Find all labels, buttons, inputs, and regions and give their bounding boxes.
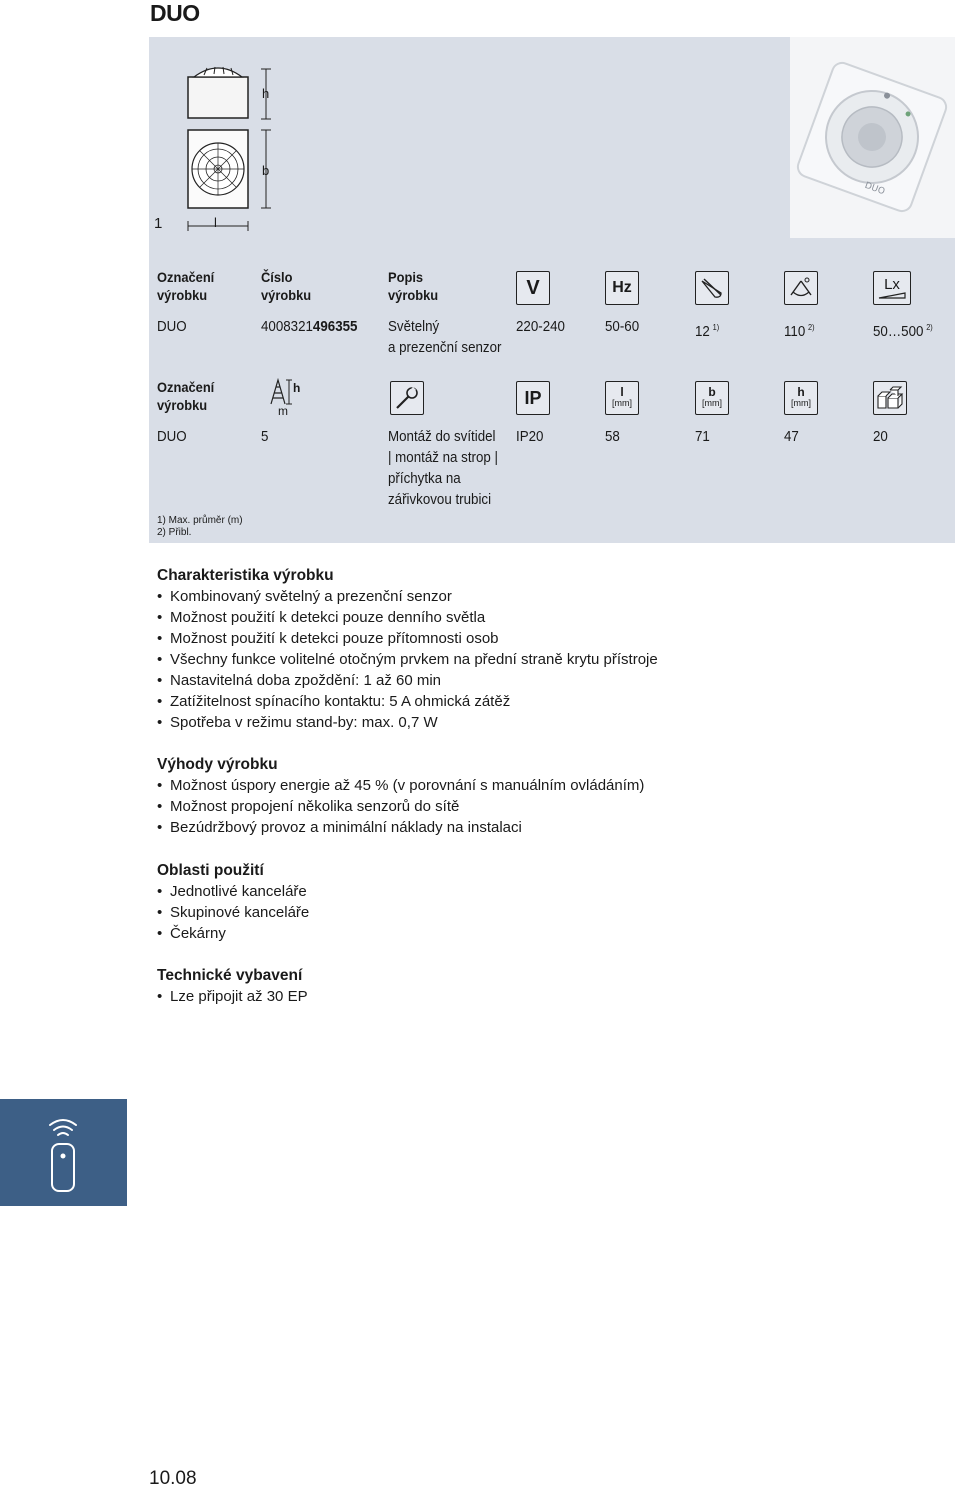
t2-designation-value: DUO <box>157 429 187 445</box>
t2-pack-value: 20 <box>873 429 888 445</box>
figure-number: 1 <box>154 215 163 232</box>
package-icon <box>873 381 907 415</box>
t2-mount-height-value: 5 <box>261 429 269 445</box>
footnotes: 1) Max. průměr (m) 2) Přibl. <box>157 515 243 538</box>
t2-designation-header: Označení výrobku <box>157 379 215 413</box>
mounting-height-icon: h m <box>268 378 308 418</box>
voltage-icon: V <box>516 271 550 305</box>
t1-number-value: 4008321496355 <box>261 319 358 335</box>
svg-text:DUO: DUO <box>863 180 887 198</box>
list-item: • Čekárny <box>157 923 857 944</box>
t2-height-value: 47 <box>784 429 799 445</box>
list-item: • Spotřeba v režimu stand-by: max. 0,7 W <box>157 712 857 733</box>
applications-section <box>157 860 857 944</box>
list-item: • Nastavitelná doba zpoždění: 1 až 60 min <box>157 670 857 691</box>
technical-drawing <box>149 37 787 238</box>
list-item: • Jednotlivé kanceláře <box>157 881 857 902</box>
wireless-sensor-icon <box>0 1099 127 1206</box>
t2-ip-value: IP20 <box>516 429 544 445</box>
frequency-icon: Hz <box>605 271 639 305</box>
detection-range-icon <box>695 271 729 305</box>
side-view-dome <box>194 68 242 77</box>
t1-lux-value: 50…500 $^{2)}$ <box>873 323 933 340</box>
characteristics-section <box>157 565 857 733</box>
product-photo <box>790 37 955 238</box>
t1-voltage-value: 220-240 <box>516 319 565 335</box>
equipment-heading: Technické vybavení <box>157 967 303 984</box>
list-item: • Možnost propojení několika senzorů do sítě <box>157 796 857 817</box>
detection-angle-icon <box>784 271 818 305</box>
page-number: 10.08 <box>149 1468 197 1489</box>
t1-description-value: Světelný a prezenční senzor <box>388 319 502 356</box>
dim-l-label: l <box>214 215 217 230</box>
t2-width-value: 71 <box>695 429 710 445</box>
category-tab <box>0 1099 127 1206</box>
t1-range-value: 12 $^{1)}$ <box>695 323 720 340</box>
t1-angle-value: 110 $^{2)}$ <box>784 323 815 340</box>
equipment-section <box>157 965 857 1007</box>
list-item: • Zatížitelnost spínacího kontaktu: 5 A ohmická zátěž <box>157 691 857 712</box>
sensor-photo-icon <box>790 37 955 238</box>
dim-b-label: b <box>262 163 270 178</box>
width-icon: b [mm] <box>695 381 729 415</box>
list-item: • Možnost použití k detekci pouze přítomnosti osob <box>157 628 857 649</box>
characteristics-heading: Charakteristika výrobku <box>157 567 334 584</box>
t1-description-header: Popis výrobku <box>388 269 439 303</box>
t1-designation-header: Označení výrobku <box>157 269 215 303</box>
ip-icon: IP <box>516 381 550 415</box>
list-item: • Skupinové kanceláře <box>157 902 857 923</box>
list-item: • Možnost úspory energie až 45 % (v porovnání s manuálním ovládáním) <box>157 775 857 796</box>
list-item: • Kombinovaný světelný a prezenční senzor <box>157 586 857 607</box>
length-icon: l [mm] <box>605 381 639 415</box>
wrench-icon <box>390 381 424 415</box>
t2-mounting-value: Montáž do svítidel | montáž na strop | příchytka na zářivkovou trubici <box>388 429 498 508</box>
t1-number-header: Číslo výrobku <box>261 269 312 303</box>
page-title: DUO <box>150 0 200 26</box>
list-item: • Bezúdržbový provoz a minimální náklady na instalaci <box>157 817 857 838</box>
benefits-section <box>157 754 857 838</box>
t1-designation-value: DUO <box>157 319 187 335</box>
list-item: • Možnost použití k detekci pouze denního světla <box>157 607 857 628</box>
lux-icon: Lx <box>873 271 911 305</box>
list-item: • Lze připojit až 30 EP <box>157 986 857 1007</box>
dim-h-label: h <box>262 86 270 101</box>
height-icon: h [mm] <box>784 381 818 415</box>
side-view-body <box>188 77 248 118</box>
applications-heading: Oblasti použití <box>157 862 264 879</box>
t2-length-value: 58 <box>605 429 620 445</box>
t1-frequency-value: 50-60 <box>605 319 640 335</box>
list-item: • Všechny funkce volitelné otočným prvkem na přední straně krytu přístroje <box>157 649 857 670</box>
benefits-heading: Výhody výrobku <box>157 756 278 773</box>
